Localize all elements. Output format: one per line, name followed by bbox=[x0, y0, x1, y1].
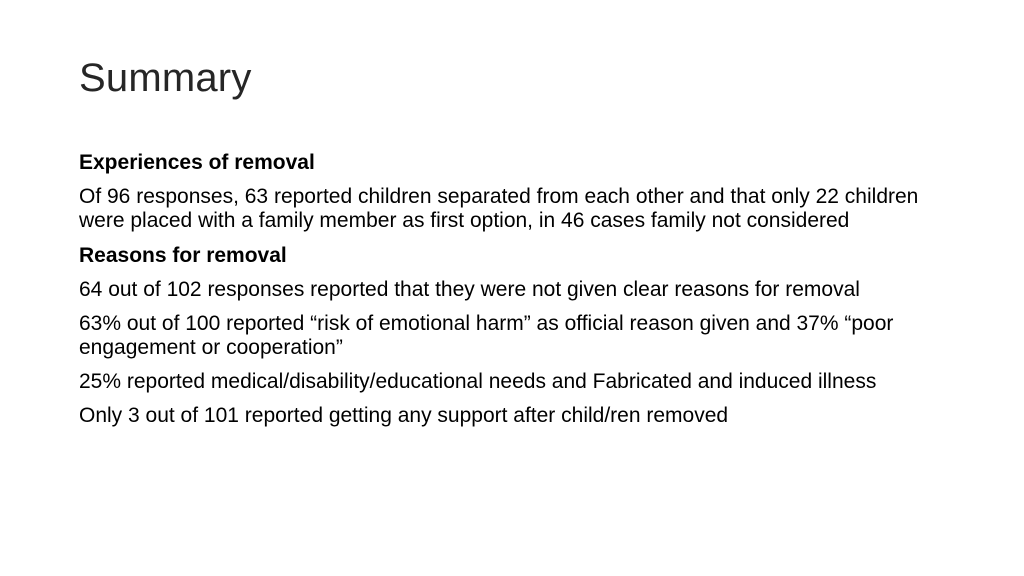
paragraph-reasons-support: Only 3 out of 101 reported getting any support after child/ren removed bbox=[79, 404, 729, 427]
slide-body bbox=[79, 150, 959, 428]
slide-title: Summary bbox=[79, 56, 252, 100]
paragraph-reasons-medical: 25% reported medical/disability/educational needs and Fabricated and induced illness bbox=[79, 370, 877, 393]
paragraph-reasons-clear: 64 out of 102 responses reported that they were not given clear reasons for removal bbox=[79, 278, 860, 301]
section-heading-reasons: Reasons for removal bbox=[79, 244, 287, 267]
paragraph-experiences-separation: Of 96 responses, 63 reported children separated from each other and that only 22 children were placed with a family member as first option, in 46 cases family not considered bbox=[79, 185, 919, 232]
paragraph-reasons-emotional-harm: 63% out of 100 reported “risk of emotional harm” as official reason given and 37% “poor engagement or cooperation” bbox=[79, 312, 894, 359]
section-heading-experiences: Experiences of removal bbox=[79, 151, 315, 174]
